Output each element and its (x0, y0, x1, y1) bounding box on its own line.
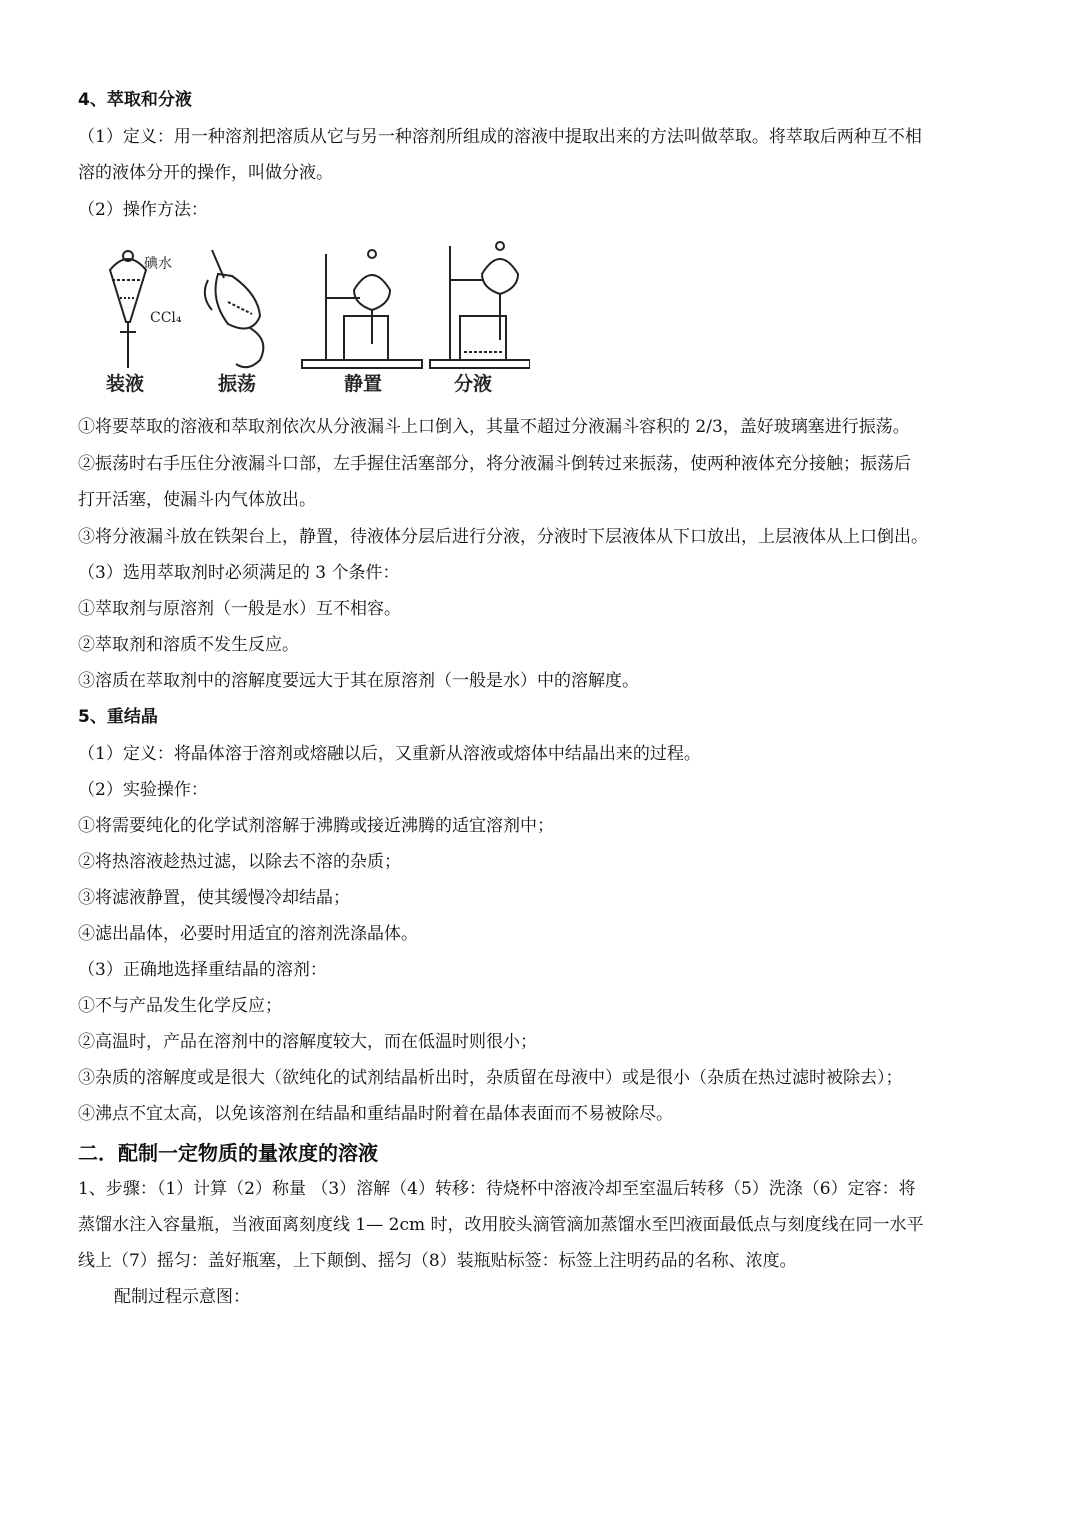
section-4-step-2-line-1: ②振荡时右手压住分液漏斗口部，左手握住活塞部分，将分液漏斗倒转过来振荡，使两种液体充分接触；振荡后 (78, 454, 911, 474)
section-2-diagram-title: 配制过程示意图： (114, 1287, 250, 1307)
extraction-procedure-figure (100, 240, 530, 400)
section-2-steps-line-1: 1、步骤：（1）计算（2）称量 （3）溶解（4）转移：待烧杯中溶液冷却至室温后转移（5）洗涤（6）定容：将 (78, 1179, 916, 1199)
section-4-operation-title: （2）操作方法： (78, 200, 208, 220)
section-5-definition: （1）定义：将晶体溶于溶剂或熔融以后，又重新从溶液或熔体中结晶出来的过程。 (78, 744, 701, 764)
section-5-selection-3: ③杂质的溶解度或是很大（欲纯化的试剂结晶析出时，杂质留在母液中）或是很小（杂质在热过滤时被除去）； (78, 1068, 903, 1088)
section-4-condition-3: ③溶质在萃取剂中的溶解度要远大于其在原溶剂（一般是水）中的溶解度。 (78, 671, 639, 691)
section-4-step-1: ①将要萃取的溶液和萃取剂依次从分液漏斗上口倒入，其量不超过分液漏斗容积的 2/3，盖好玻璃塞进行振荡。 (78, 417, 910, 437)
section-5-selection-2: ②高温时，产品在溶剂中的溶解度较大，而在低温时则很小； (78, 1032, 537, 1052)
label-standing: 静置 (344, 373, 383, 395)
section-2-title: 二．配制一定物质的量浓度的溶液 (78, 1141, 378, 1165)
label-separating: 分液 (454, 373, 493, 395)
section-5-operation-4: ④滤出晶体，必要时用适宜的溶剂洗涤晶体。 (78, 924, 418, 944)
section-2-steps-line-2: 蒸馏水注入容量瓶，当液面离刻度线 1— 2cm 时，改用胶头滴管滴加蒸馏水至凹液面最低点与刻度线在同一水平 (78, 1215, 924, 1235)
section-5-operation-1: ①将需要纯化的化学试剂溶解于沸腾或接近沸腾的适宜溶剂中； (78, 816, 554, 836)
section-4-title: 4、萃取和分液 (78, 90, 192, 110)
section-4-condition-2: ②萃取剂和溶质不发生反应。 (78, 635, 299, 655)
section-4-step-3: ③将分液漏斗放在铁架台上，静置，待液体分层后进行分液，分液时下层液体从下口放出，上层液体从上口倒出。 (78, 527, 928, 547)
funnel-shaking-illustration (205, 250, 264, 367)
iodine-water-label: 碘水 (144, 256, 172, 272)
section-4-conditions-title: （3）选用萃取剂时必须满足的 3 个条件： (78, 563, 400, 583)
funnel-standing-illustration (302, 250, 422, 368)
funnel-separating-illustration (430, 242, 530, 368)
section-2-steps-line-3: 线上（7）摇匀：盖好瓶塞，上下颠倒、摇匀（8）装瓶贴标签：标签上注明药品的名称、浓度。 (78, 1251, 797, 1271)
label-filling: 装液 (106, 373, 145, 395)
funnel-filling-illustration (110, 251, 146, 368)
section-4-condition-1: ①萃取剂与原溶剂（一般是水）互不相容。 (78, 599, 401, 619)
section-4-definition-line-1: （1）定义：用一种溶剂把溶质从它与另一种溶剂所组成的溶液中提取出来的方法叫做萃取。将萃取后两种互不相 (78, 127, 922, 147)
ccl4-label: CCl₄ (150, 310, 182, 326)
section-5-title: 5、重结晶 (78, 707, 158, 727)
section-4-step-2-line-2: 打开活塞，使漏斗内气体放出。 (78, 490, 316, 510)
section-5-selection-1: ①不与产品发生化学反应； (78, 996, 282, 1016)
section-5-operation-3: ③将滤液静置，使其缓慢冷却结晶； (78, 888, 350, 908)
section-5-selection-4: ④沸点不宜太高，以免该溶剂在结晶和重结晶时附着在晶体表面而不易被除尽。 (78, 1104, 673, 1124)
section-5-operation-2: ②将热溶液趁热过滤，以除去不溶的杂质； (78, 852, 401, 872)
label-shaking: 振荡 (218, 373, 257, 395)
section-5-selection-title: （3）正确地选择重结晶的溶剂： (78, 960, 327, 980)
section-5-operation-title: （2）实验操作： (78, 780, 208, 800)
section-4-definition-line-2: 溶的液体分开的操作，叫做分液。 (78, 163, 333, 183)
